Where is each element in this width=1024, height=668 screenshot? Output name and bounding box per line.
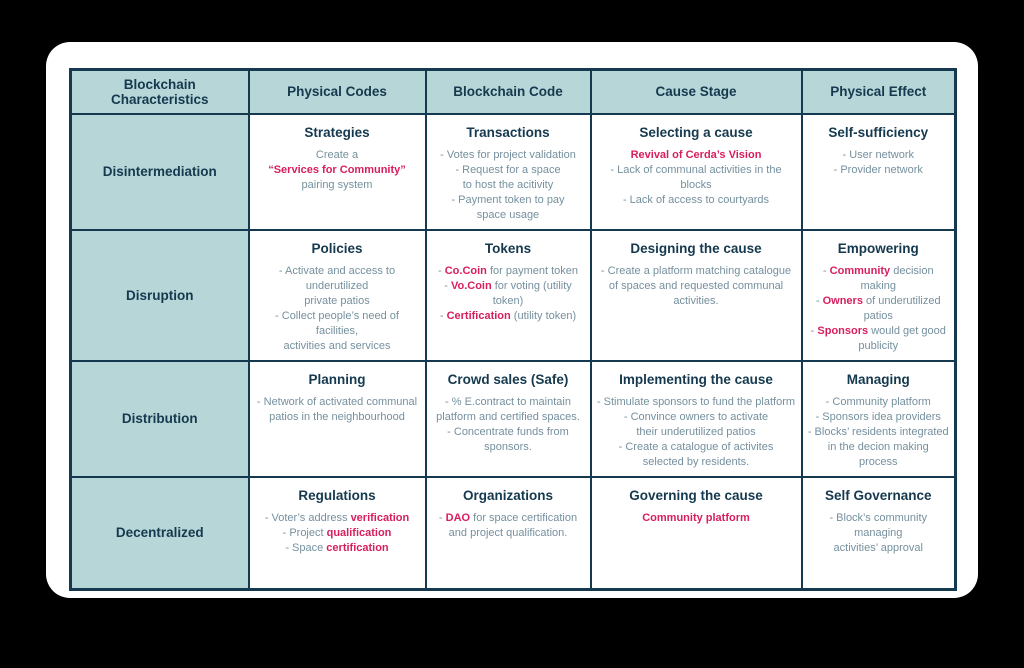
text-segment: - Collect people’s need of facilities, [275,309,399,337]
row-label-distribution: Distribution [71,361,249,477]
text-segment: pairing system [301,178,373,191]
cell-line [597,148,796,163]
cell-line [432,178,585,193]
cell-line [808,511,950,541]
table-row-distribution [71,361,956,477]
cell-line [255,178,420,193]
matrix-cell-tokens [426,230,591,361]
cell-line [808,324,950,339]
cell-title: Crowd sales (Safe) [447,371,569,387]
cell-line [432,208,585,223]
column-header-physical-codes: Physical Codes [249,70,426,114]
cell-title: Empowering [837,240,919,256]
matrix-cell-implementing-the-cause [591,361,802,477]
matrix-cell-planning [249,361,426,477]
text-segment: - Request for a space [455,163,561,176]
row-label-decentralized: Decentralized [71,477,249,590]
cell-title: Managing [846,371,910,387]
matrix-cell-empowering [802,230,956,361]
text-segment: - Lack of access to courtyards [622,193,770,206]
cell-line [432,193,585,208]
cell-line [255,163,420,178]
column-header-blockchain-code: Blockchain Code [426,70,591,114]
cell-line [255,526,420,541]
cell-line [255,309,420,339]
text-segment: - Provider network [833,163,923,176]
text-segment: of underutilized [862,294,941,307]
highlighted-text: Community platform [642,511,750,524]
text-segment: for voting (utility token) [491,279,572,307]
cell-line [808,541,950,556]
text-segment: - [822,264,830,277]
cell-title: Tokens [484,240,532,256]
text-segment: - User network [842,148,915,161]
cell-line [808,410,950,425]
text-segment: - Create a platform matching catalogue [600,264,792,277]
cell-line [597,425,796,440]
text-segment: (utility token) [510,309,577,322]
text-segment: space usage [476,208,540,221]
cell-line [808,339,950,354]
cell-title: Strategies [304,124,370,140]
cell-line [432,279,585,309]
matrix-cell-designing-the-cause [591,230,802,361]
highlighted-text: qualification [326,526,392,539]
cell-line [432,425,585,455]
text-segment: would get good [868,324,946,337]
cell-title: Policies [311,240,363,256]
cell-line [808,395,950,410]
cell-title: Selecting a cause [639,124,753,140]
text-segment: their underutilized patios [636,425,756,438]
text-segment: - % E.contract to maintain [445,395,571,408]
text-segment: - Network of activated communal [256,395,418,408]
matrix-cell-self-sufficiency [802,114,956,230]
cell-line [808,163,950,178]
text-segment: for payment token [486,264,578,277]
matrix-cell-crowd-sales-safe [426,361,591,477]
cell-title: Regulations [298,487,376,503]
text-segment: - [438,511,446,524]
cell-line [432,163,585,178]
matrix-cell-self-governance [802,477,956,590]
cell-line [255,395,420,410]
matrix-cell-organizations [426,477,591,590]
table-row-disruption [71,230,956,361]
cell-line [808,148,950,163]
highlighted-text: “Services for Community” [268,163,406,176]
cell-line [432,148,585,163]
cell-line [255,148,420,163]
text-segment: patios [863,309,893,322]
highlighted-text: Certification [446,309,511,322]
cell-line [597,410,796,425]
text-segment: Create a [315,148,359,161]
row-label-disruption: Disruption [71,230,249,361]
text-segment: activities’ approval [833,541,923,554]
cell-line [255,294,420,309]
cell-title: Governing the cause [629,487,763,503]
cell-line [255,541,420,556]
cell-line [808,264,950,294]
text-segment: - Blocks’ residents integrated [807,425,949,438]
cell-line [597,193,796,208]
highlighted-text: Owners [822,294,863,307]
cell-line [255,264,420,294]
highlighted-text: Vo.Coin [450,279,492,292]
cell-title: Self-sufficiency [828,124,929,140]
cell-line [597,395,796,410]
text-segment: - Create a catalogue of activites [618,440,774,453]
text-segment: activities and services [283,339,391,352]
highlighted-text: verification [350,511,410,524]
text-segment: patios in the neighbourhood [269,410,405,423]
text-segment: - [815,294,823,307]
text-segment: - Concentrate funds from sponsors. [447,425,569,453]
cell-line [597,264,796,279]
text-segment: - [437,264,445,277]
text-segment: for space certification [470,511,578,524]
text-segment: - [810,324,818,337]
highlighted-text: Revival of Cerda’s Vision [630,148,762,161]
text-segment: - Activate and access to underutilized [278,264,396,292]
text-segment: - Lack of communal activities in the blocks [610,163,782,191]
column-header-blockchain-characteristics: Blockchain Characteristics [71,70,249,114]
cell-line [808,425,950,440]
text-segment: - [439,309,447,322]
cell-line [255,410,420,425]
highlighted-text: Co.Coin [444,264,487,277]
matrix-cell-selecting-a-cause [591,114,802,230]
matrix-cell-transactions [426,114,591,230]
text-segment: in the decion making process [827,440,929,468]
text-segment: selected by residents. [642,455,750,468]
card [46,42,978,598]
cell-line [432,526,585,541]
cell-line [597,440,796,455]
text-segment: activities. [673,294,719,307]
matrix-cell-regulations [249,477,426,590]
text-segment: - Project [282,526,327,539]
cell-line [808,294,950,309]
matrix-cell-policies [249,230,426,361]
matrix-cell-managing [802,361,956,477]
table-row-disintermediation [71,114,956,230]
text-segment: - Stimulate sponsors to fund the platform [596,395,796,408]
cell-line [432,511,585,526]
text-segment: and project qualification. [448,526,568,539]
highlighted-text: Community [829,264,891,277]
cell-line [432,410,585,425]
text-segment: of spaces and requested communal [608,279,784,292]
cell-line [597,279,796,294]
text-segment: decision making [860,264,934,292]
text-segment: - Convince owners to activate [623,410,769,423]
cell-line [255,511,420,526]
highlighted-text: certification [326,541,389,554]
cell-title: Implementing the cause [619,371,773,387]
text-segment: - Payment token to pay [451,193,565,206]
text-segment: to host the acitivity [462,178,554,191]
cell-line [808,440,950,470]
cell-line [597,511,796,526]
text-segment: - Community platform [825,395,931,408]
cell-line [808,309,950,324]
highlighted-text: DAO [445,511,471,524]
cell-title: Transactions [466,124,550,140]
cell-title: Self Governance [824,487,932,503]
text-segment: - Voter’s address [264,511,351,524]
column-header-physical-effect: Physical Effect [802,70,956,114]
row-label-disintermediation: Disintermediation [71,114,249,230]
cell-line [597,163,796,193]
text-segment: platform and certified spaces. [436,410,580,423]
column-header-cause-stage: Cause Stage [591,70,802,114]
text-segment: - Sponsors idea providers [815,410,941,423]
cell-line [255,339,420,354]
cell-title: Designing the cause [630,240,762,256]
matrix-cell-strategies [249,114,426,230]
text-segment: - [444,279,451,292]
cell-line [432,395,585,410]
matrix-table [69,68,957,591]
text-segment: - Block’s community managing [829,511,928,539]
cell-title: Planning [308,371,366,387]
text-segment: private patios [304,294,370,307]
header-row [71,70,956,114]
table-row-decentralized [71,477,956,590]
highlighted-text: Sponsors [817,324,869,337]
text-segment: publicity [858,339,899,352]
cell-line [432,309,585,324]
table-body [71,114,956,590]
cell-line [597,455,796,470]
matrix-cell-governing-the-cause [591,477,802,590]
cell-title: Organizations [462,487,553,503]
text-segment: - Space [285,541,327,554]
cell-line [432,264,585,279]
text-segment: - Votes for project validation [440,148,576,161]
table-header [71,70,956,114]
cell-line [597,294,796,309]
